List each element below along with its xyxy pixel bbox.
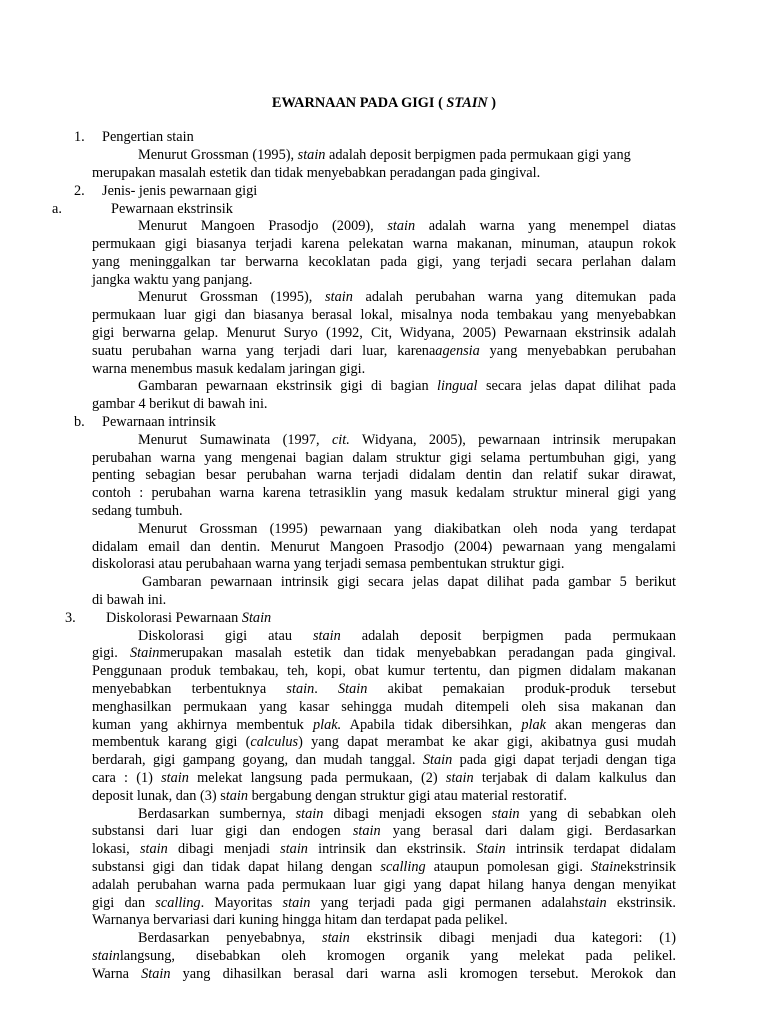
italic-term: stain bbox=[297, 147, 326, 163]
paragraph-line bbox=[92, 840, 676, 858]
paragraph-line bbox=[92, 449, 676, 467]
paragraph-line bbox=[92, 253, 676, 271]
paragraph-line bbox=[92, 502, 183, 520]
text-run: Diskolorasi gigi atau bbox=[138, 628, 313, 644]
text-run: 1. bbox=[74, 129, 85, 145]
text-run: intrinsik dan ekstrinsik. bbox=[307, 841, 477, 857]
text-run: merupakan masalah estetik dan tidak menyebabkan peradangan pada gingival. bbox=[92, 165, 541, 181]
paragraph-line bbox=[138, 520, 676, 538]
italic-term: Stain bbox=[241, 610, 272, 626]
text-run: substansi gigi dan tidak dapat hilang dengan bbox=[92, 859, 381, 875]
italic-term: stain bbox=[325, 289, 353, 305]
paragraph-line bbox=[92, 395, 268, 413]
list-number bbox=[74, 128, 85, 146]
subsection-heading bbox=[111, 200, 233, 218]
text-run: Jenis- jenis pewarnaan gigi bbox=[102, 183, 258, 199]
text-run: dibagi menjadi bbox=[167, 841, 281, 857]
text-run: adalah warna yang menempel diatas bbox=[415, 218, 676, 234]
paragraph-line bbox=[92, 235, 676, 253]
text-run: terjabak di dalam kalkulus dan bbox=[473, 770, 676, 786]
paragraph-line bbox=[92, 911, 508, 929]
text-run: penting sebagian besar perubahan warna terjadi didalam dentin dan relatif sukar dirawat, bbox=[92, 467, 676, 483]
text-run: permukaan gigi biasanya terjadi karena pelekatan warna makanan, minuman, ataupun rokok bbox=[92, 236, 676, 252]
text-run: menyebabkan terbentuknya bbox=[92, 681, 287, 697]
text-run: . bbox=[314, 681, 338, 697]
text-run: substansi dari luar gigi dan endogen bbox=[92, 823, 353, 839]
italic-term: Stain bbox=[337, 681, 368, 697]
text-run: b. bbox=[74, 414, 85, 430]
italic-term: tain bbox=[225, 788, 249, 804]
text-run: deposit lunak, dan (3) s bbox=[92, 788, 226, 804]
text-run: perubahan warna yang mengenai bagian dalam struktur gigi selama pertumbuhan gigi, yang bbox=[92, 450, 676, 466]
paragraph-line bbox=[92, 947, 676, 965]
italic-term: stain bbox=[161, 770, 189, 786]
section-heading bbox=[102, 182, 257, 200]
text-run: didalam email dan dentin. Menurut Mangoen Prasodjo (2004) pewarnaan yang mengalami bbox=[92, 539, 676, 555]
text-run: gigi berwarna gelap. Menurut Suryo (1992, Cit, Widyana, 2005) Pewarnaan ekstrinsik adalah bbox=[92, 325, 676, 341]
paragraph-line bbox=[92, 822, 676, 840]
paragraph-line bbox=[92, 894, 676, 912]
paragraph-line bbox=[92, 466, 676, 484]
text-run: adalah perubahan warna pada permukaan luar gigi yang dapat hilang hanya dengan menyikat bbox=[92, 877, 676, 893]
section-heading bbox=[102, 128, 194, 146]
text-run: secara jelas dapat dilihat pada bbox=[477, 378, 676, 394]
text-run: 2. bbox=[74, 183, 85, 199]
text-run: gigi dan bbox=[92, 895, 156, 911]
text-run: Menurut Mangoen Prasodjo (2009), bbox=[138, 218, 388, 234]
text-run: yang di sebabkan oleh bbox=[519, 806, 676, 822]
paragraph-line bbox=[138, 217, 676, 235]
text-run: akibat pemakaian produk-produk tersebut bbox=[367, 681, 676, 697]
text-run: Diskolorasi Pewarnaan bbox=[106, 610, 242, 626]
text-run: permukaan luar gigi dan biasanya berasal lokal, misalnya noda tembakau yang menyebabkan bbox=[92, 307, 676, 323]
paragraph-line bbox=[92, 858, 676, 876]
paragraph-line bbox=[92, 342, 676, 360]
text-run: adalah deposit berpigmen pada permukaan gigi yang bbox=[325, 147, 631, 163]
text-run: Warnanya bervariasi dari kuning hingga hitam dan terdapat pada pelikel. bbox=[92, 912, 508, 928]
paragraph-line bbox=[92, 591, 166, 609]
title-text: EWARNAAN PADA GIGI ( bbox=[271, 95, 447, 111]
paragraph-line bbox=[138, 377, 676, 395]
text-run: Menurut Grossman (1995), bbox=[138, 289, 326, 305]
italic-term: stain bbox=[282, 895, 311, 911]
text-run: Penggunaan produk tembakau, teh, kopi, obat kumur tertentu, dan pigmen didalam makanan bbox=[92, 663, 676, 679]
paragraph-line bbox=[138, 431, 676, 449]
paragraph-line bbox=[138, 288, 676, 306]
text-run: Menurut Grossman (1995) pewarnaan yang diakibatkan oleh noda yang terdapat bbox=[138, 521, 676, 537]
paragraph-line bbox=[92, 716, 676, 734]
italic-term: stain bbox=[445, 770, 474, 786]
section-heading bbox=[106, 609, 271, 627]
text-run: lokasi, bbox=[92, 841, 140, 857]
italic-term: calculus bbox=[250, 734, 299, 750]
text-run: akan mengeras dan bbox=[545, 717, 676, 733]
text-run: warna menembus masuk kedalam jaringan gigi. bbox=[92, 361, 366, 377]
paragraph-line bbox=[138, 805, 676, 823]
paragraph-line bbox=[92, 324, 676, 342]
text-run: . Mayoritas bbox=[200, 895, 283, 911]
italic-term: Stain bbox=[476, 841, 506, 857]
paragraph-line bbox=[92, 644, 676, 662]
italic-term: stain bbox=[387, 218, 416, 234]
paragraph-line bbox=[92, 787, 567, 805]
paragraph-line bbox=[92, 876, 676, 894]
text-run: adalah deposit berpigmen pada permukaan bbox=[340, 628, 676, 644]
paragraph-line bbox=[92, 271, 252, 289]
text-run: gambar 4 berikut di bawah ini. bbox=[92, 396, 268, 412]
paragraph-line bbox=[92, 360, 365, 378]
italic-term: stain bbox=[280, 841, 308, 857]
paragraph-line bbox=[138, 929, 676, 947]
text-run: ekstrinsik dibagi menjadi dua kategori: (1) bbox=[349, 930, 676, 946]
text-run: contoh : perubahan warna karena tetrasiklin yang masuk kedalam struktur mineral gigi yang bbox=[92, 485, 676, 501]
text-run: Apabila tidak dibersihkan, bbox=[341, 717, 522, 733]
text-run: yang berasal dari dalam gigi. Berdasarkan bbox=[380, 823, 676, 839]
text-run: yang terjadi pada gigi permanen adalah bbox=[310, 895, 579, 911]
italic-term: stain bbox=[312, 628, 341, 644]
italic-term: Stain bbox=[591, 859, 621, 875]
italic-term: scalling bbox=[155, 895, 201, 911]
text-run: langsung, disebabkan oleh kromogen organik yang melekat pada pelikel. bbox=[119, 948, 676, 964]
text-run: sedang tumbuh. bbox=[92, 503, 183, 519]
paragraph-line bbox=[92, 680, 676, 698]
paragraph-line bbox=[138, 146, 631, 164]
text-run: Menurut Sumawinata (1997, bbox=[138, 432, 332, 448]
text-run: Gambaran pewarnaan intrinsik gigi secara jelas dapat dilihat pada gambar 5 berikut bbox=[142, 574, 676, 590]
paragraph-line bbox=[92, 164, 540, 182]
italic-term: stain bbox=[322, 930, 350, 946]
paragraph-line bbox=[92, 484, 676, 502]
paragraph-line bbox=[138, 627, 676, 645]
text-run: pada gigi dapat terjadi dengan tiga bbox=[452, 752, 676, 768]
text-run: yang meninggalkan tar berwarna kecoklatan pada gigi, yang terjadi secara perlahan dalam bbox=[92, 254, 676, 270]
text-run: yang menyebabkan perubahan bbox=[479, 343, 676, 359]
paragraph-line bbox=[92, 662, 676, 680]
text-run: Pewarnaan intrinsik bbox=[102, 414, 216, 430]
paragraph-line bbox=[92, 538, 676, 556]
text-run: bergabung dengan struktur gigi atau material restoratif. bbox=[248, 788, 567, 804]
text-run: ataupun pomolesan gigi. bbox=[425, 859, 591, 875]
italic-term: Stain bbox=[422, 752, 453, 768]
paragraph-line bbox=[92, 965, 676, 983]
text-run: ekstrinsik bbox=[620, 859, 676, 875]
text-run: Berdasarkan penyebabnya, bbox=[138, 930, 322, 946]
italic-term: plak. bbox=[313, 717, 342, 733]
italic-term: lingual bbox=[437, 378, 478, 394]
text-run: menghasilkan permukaan yang kasar sehingga mudah ditempeli oleh sisa makanan dan bbox=[92, 699, 676, 715]
text-run: membentuk karang gigi ( bbox=[92, 734, 251, 750]
text-run: jangka waktu yang panjang. bbox=[92, 272, 253, 288]
text-run: ekstrinsik. bbox=[606, 895, 676, 911]
title-term: STAIN bbox=[446, 95, 488, 111]
paragraph-line bbox=[92, 769, 676, 787]
subsection-heading bbox=[102, 413, 216, 431]
list-number bbox=[74, 182, 85, 200]
italic-term: plak bbox=[521, 717, 546, 733]
text-run: a. bbox=[52, 201, 62, 217]
list-letter bbox=[74, 413, 85, 431]
italic-term: stain bbox=[352, 823, 381, 839]
text-run: yang dihasilkan berasal dari warna asli kromogen tersebut. Merokok dan bbox=[170, 966, 676, 982]
paragraph-line bbox=[92, 698, 676, 716]
italic-term: stain bbox=[286, 681, 315, 697]
text-run: di bawah ini. bbox=[92, 592, 167, 608]
text-run: Berdasarkan sumbernya, bbox=[138, 806, 296, 822]
text-run: suatu perubahan warna yang terjadi dari luar, karena bbox=[92, 343, 436, 359]
text-run: adalah perubahan warna yang ditemukan pada bbox=[352, 289, 676, 305]
text-run: intrinsik terdapat didalam bbox=[505, 841, 676, 857]
text-run: Widyana, 2005), pewarnaan intrinsik merupakan bbox=[349, 432, 676, 448]
list-number bbox=[65, 609, 76, 627]
italic-term: Stain bbox=[129, 645, 160, 661]
text-run: gigi. bbox=[92, 645, 130, 661]
text-run: 3. bbox=[65, 610, 76, 626]
paragraph-line bbox=[92, 306, 676, 324]
text-run: cara : (1) bbox=[92, 770, 162, 786]
text-run: diskolorasi atau perubahaan warna yang terjadi semasa pembentukan struktur gigi. bbox=[92, 556, 565, 572]
italic-term: cit. bbox=[331, 432, 350, 448]
italic-term: stain bbox=[139, 841, 168, 857]
italic-term: stain bbox=[295, 806, 324, 822]
text-run: Warna bbox=[92, 966, 142, 982]
italic-term: agensia bbox=[435, 343, 480, 359]
italic-term: stain bbox=[491, 806, 520, 822]
text-run: kuman yang akhirnya membentuk bbox=[92, 717, 314, 733]
paragraph-line bbox=[92, 733, 676, 751]
paragraph-line bbox=[142, 573, 676, 591]
text-run: dibagi menjadi eksogen bbox=[323, 806, 492, 822]
text-run: Gambaran pewarnaan ekstrinsik gigi di bagian bbox=[138, 378, 438, 394]
paragraph-line bbox=[92, 555, 564, 573]
italic-term: scalling bbox=[380, 859, 426, 875]
list-letter bbox=[52, 200, 62, 218]
title-text-end: ) bbox=[487, 95, 497, 111]
document-title bbox=[0, 95, 768, 112]
italic-term: stain bbox=[92, 948, 120, 964]
text-run: melekat langsung pada permukaan, (2) bbox=[188, 770, 446, 786]
text-run: berdarah, gigi gampang goyang, dan mudah tanggal. bbox=[92, 752, 423, 768]
text-run: ) yang dapat merambat ke akar gigi, akibatnya gusi mudah bbox=[298, 734, 676, 750]
text-run: merupakan masalah estetik dan tidak menyebabkan peradangan pada gingival. bbox=[159, 645, 676, 661]
italic-term: Stain bbox=[141, 966, 171, 982]
text-run: Menurut Grossman (1995), bbox=[138, 147, 298, 163]
text-run: Pewarnaan ekstrinsik bbox=[111, 201, 233, 217]
text-run: Pengertian stain bbox=[102, 129, 194, 145]
italic-term: stain bbox=[578, 895, 607, 911]
paragraph-line bbox=[92, 751, 676, 769]
